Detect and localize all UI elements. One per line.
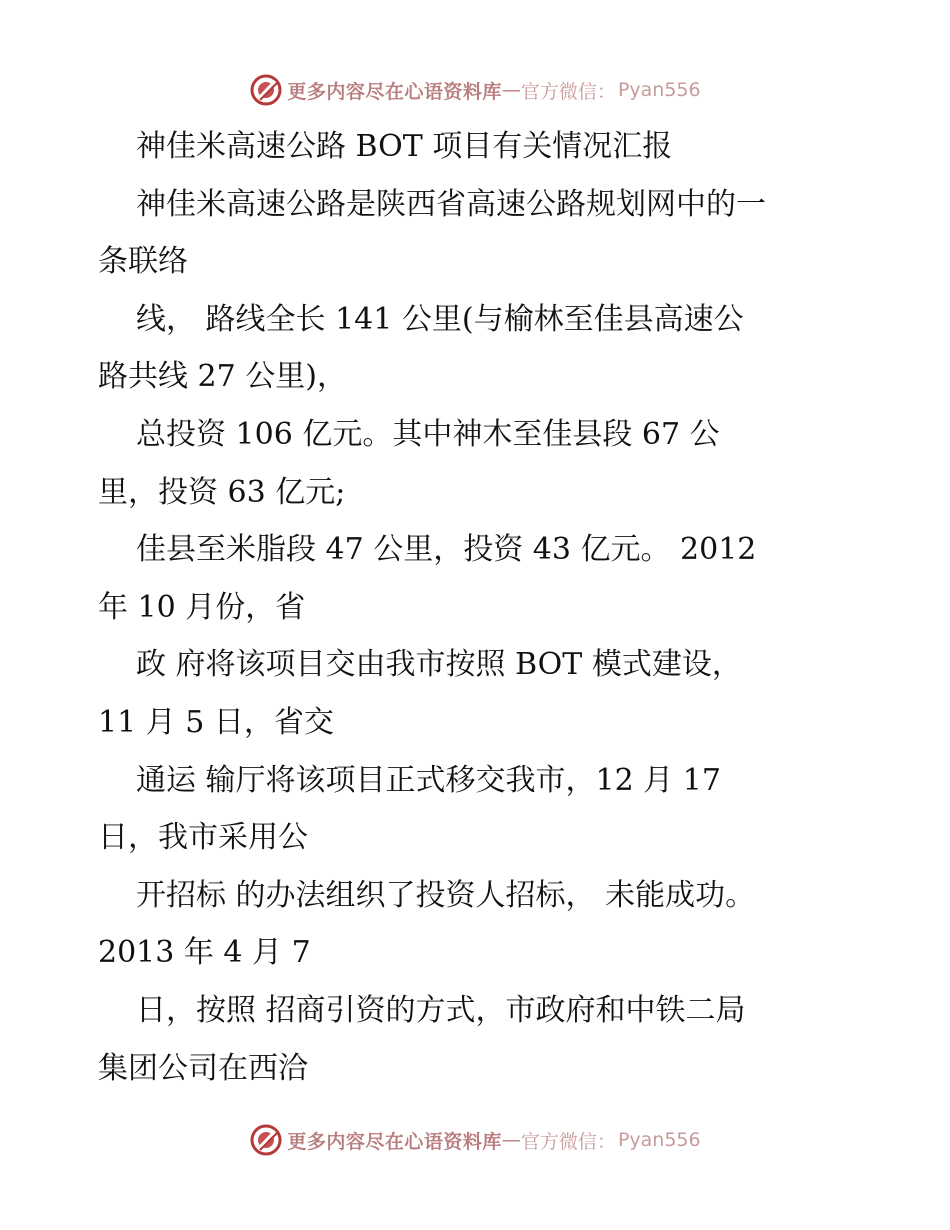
banner-wechat-label: 官方微信： (520, 1130, 616, 1153)
banner-wechat-id: Pyan556 (617, 1129, 701, 1151)
text-line: 里，投资 63 亿元; (98, 474, 346, 510)
text-line: 政 府将该项目交由我市按照 BOT 模式建设， (136, 647, 742, 683)
logo-icon (249, 1123, 283, 1157)
text-line: 年 10 月份，省 (98, 589, 306, 625)
text-line: 2013 年 4 月 7 (98, 935, 311, 971)
text-line: 集团公司在西洽 (98, 1050, 308, 1086)
text-line: 神佳米高速公路是陕西省高速公路规划网中的一 (136, 186, 766, 222)
text-line: 开招标 的办法组织了投资人招标， 未能成功。 (136, 877, 756, 913)
banner-text: 更多内容尽在心语资料库 (287, 80, 502, 103)
footer-banner (0, 1120, 950, 1160)
document-title: 神佳米高速公路 BOT 项目有关情况汇报 (136, 129, 673, 164)
text-line: 通运 输厅将该项目正式移交我市，12 月 17 (136, 762, 721, 798)
text-line: 路共线 27 公里)， (98, 359, 347, 395)
banner-wechat-id: Pyan556 (617, 79, 701, 101)
text-line: 日，按照 招商引资的方式，市政府和中铁二局 (136, 992, 746, 1028)
banner-wechat-label: 官方微信： (520, 80, 616, 103)
header-banner (0, 70, 950, 110)
text-line: 11 月 5 日，省交 (98, 704, 334, 740)
banner-separator: — (501, 1129, 521, 1151)
logo-icon (249, 73, 283, 107)
text-line: 佳县至米脂段 47 公里，投资 43 亿元。 2012 (136, 532, 757, 568)
document-body (98, 118, 878, 1097)
text-line: 条联络 (98, 244, 188, 280)
banner-text: 更多内容尽在心语资料库 (287, 1130, 502, 1153)
text-line: 线， 路线全长 141 公里(与榆林至佳县高速公 (136, 301, 744, 337)
text-line: 总投资 106 亿元。其中神木至佳县段 67 公 (136, 416, 720, 452)
text-line: 日，我市采用公 (98, 820, 308, 856)
banner-separator: — (501, 79, 521, 101)
